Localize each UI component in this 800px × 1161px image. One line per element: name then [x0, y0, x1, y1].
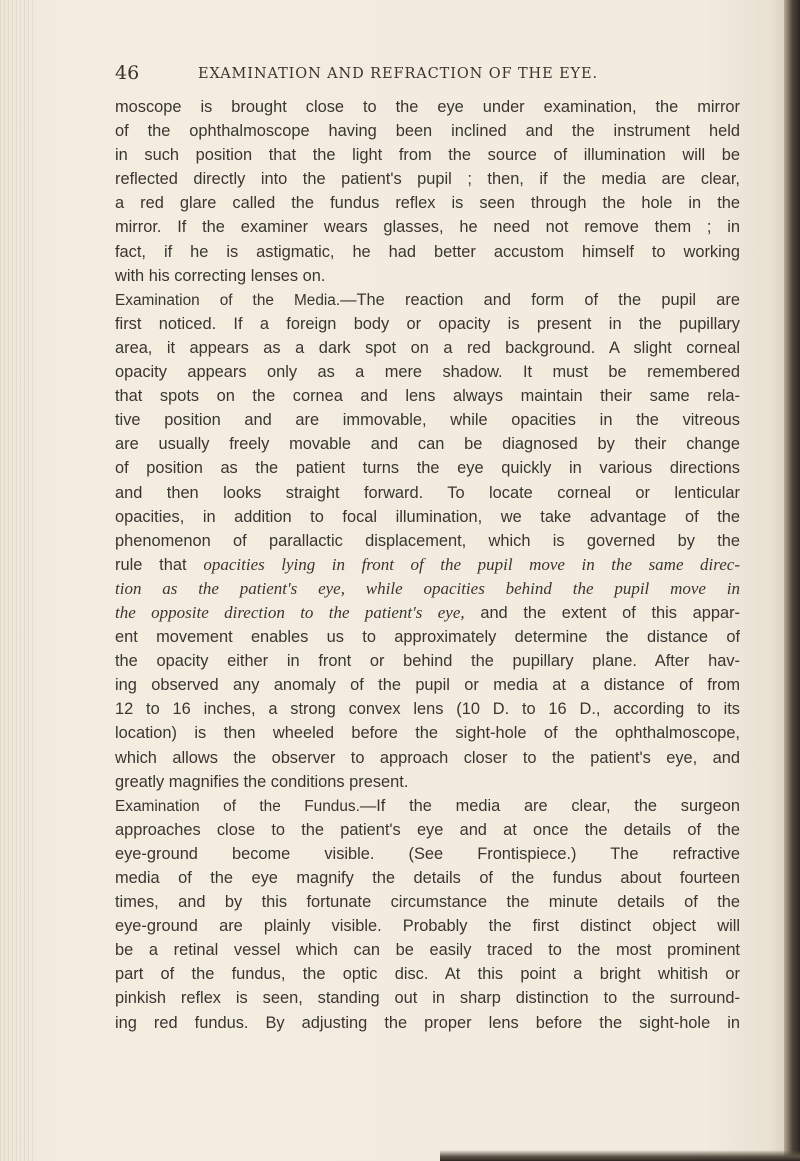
text-run: that spots on the cornea and lens always maintain their same rela-: [115, 387, 740, 406]
text-run: are usually freely movable and can be diagnosed by their change: [115, 435, 740, 454]
text-line: [115, 1011, 740, 1035]
text-line: [115, 360, 740, 384]
text-line: [115, 625, 740, 649]
section-heading: Examination of the Fundus.: [115, 797, 360, 815]
text-line: [115, 119, 740, 143]
text-line: [115, 577, 740, 601]
text-run: eye-ground become visible. (See Frontispiece.) The refractive: [115, 844, 740, 863]
text-line: [115, 866, 740, 890]
running-head: EXAMINATION AND REFRACTION OF THE EYE.: [198, 66, 599, 82]
text-line: [115, 143, 740, 167]
text-run: approaches close to the patient's eye and at once the details of the: [115, 820, 740, 839]
text-run: eye-ground are plainly visible. Probably the first distinct object will: [115, 917, 740, 936]
text-run: fact, if he is astigmatic, he had better accustom himself to working: [115, 242, 740, 261]
text-run: area, it appears as a dark spot on a red background. A slight corneal: [115, 338, 740, 357]
text-run: pinkish reflex is seen, standing out in sharp distinction to the surround-: [115, 989, 740, 1008]
text-line: [115, 553, 740, 577]
text-run: mirror. If the examiner wears glasses, he need not remove them ; in: [115, 218, 740, 237]
text-run: of the ophthalmoscope having been inclined and the instrument held: [115, 122, 740, 141]
text-run: opacities, in addition to focal illumination, we take advantage of the: [115, 507, 740, 526]
text-run: with his correcting lenses on.: [115, 266, 326, 285]
italic-text: opacities lying in front of the pupil move in the same direc-: [203, 554, 740, 574]
text-line: [115, 481, 740, 505]
text-line: [115, 167, 740, 191]
text-run: reflected directly into the patient's pupil ; then, if the media are clear,: [115, 170, 740, 189]
text-run: ent movement enables us to approximately determine the distance of: [115, 628, 740, 647]
text-run: of position as the patient turns the eye quickly in various directions: [115, 459, 740, 478]
text-line: [115, 794, 740, 818]
text-run: 12 to 16 inches, a strong convex lens (10 D. to 16 D., according to its: [115, 700, 740, 719]
text-run: which allows the observer to approach closer to the patient's eye, and: [115, 748, 740, 767]
text-run: tive position and are immovable, while opacities in the vitreous: [115, 411, 740, 430]
text-line: [115, 505, 740, 529]
text-line: [115, 264, 740, 288]
text-run: a red glare called the fundus reflex is seen through the hole in the: [115, 194, 740, 213]
text-run: the opacity either in front or behind the pupillary plane. After hav-: [115, 652, 740, 671]
page-number: 46: [115, 62, 140, 84]
text-run: phenomenon of parallactic displacement, which is governed by the: [115, 531, 740, 550]
text-line: [115, 215, 740, 239]
text-line: [115, 191, 740, 215]
text-run: part of the fundus, the optic disc. At this point a bright whitish or: [115, 965, 740, 984]
text-run: ing red fundus. By adjusting the proper lens before the sight-hole in: [115, 1013, 740, 1032]
text-line: [115, 986, 740, 1010]
text-line: [115, 456, 740, 480]
text-line: [115, 890, 740, 914]
text-run: location) is then wheeled before the sight-hole of the ophthalmoscope,: [115, 724, 740, 743]
text-line: [115, 938, 740, 962]
text-line: [115, 408, 740, 432]
text-line: [115, 432, 740, 456]
text-line: [115, 673, 740, 697]
text-line: [115, 818, 740, 842]
text-line: [115, 746, 740, 770]
italic-text: tion as the patient's eye, while opacities behind the pupil move in: [115, 578, 740, 598]
text-run: —If the media are clear, the surgeon: [359, 796, 740, 815]
text-line: [115, 384, 740, 408]
text-line: [115, 240, 740, 264]
page-edge-shadow: [440, 1150, 800, 1161]
text-run: opacity appears only as a mere shadow. It must be remembered: [115, 363, 740, 382]
text-line: [115, 842, 740, 866]
section-heading: Examination of the Media.: [115, 291, 341, 309]
text-line: [115, 312, 740, 336]
text-line: [115, 770, 740, 794]
text-run: and then looks straight forward. To locate corneal or lenticular: [115, 483, 740, 502]
text-line: [115, 914, 740, 938]
italic-text: the opposite direction to the patient's eye,: [115, 602, 465, 622]
text-run: and the extent of this appar-: [464, 603, 740, 622]
text-run: media of the eye magnify the details of the fundus about fourteen: [115, 869, 740, 887]
text-line: [115, 529, 740, 553]
page-header: [115, 62, 735, 86]
text-line: [115, 697, 740, 721]
binding-shadow-left: [0, 0, 34, 1161]
body-text: [115, 95, 740, 1035]
text-line: [115, 95, 740, 119]
text-line: [115, 336, 740, 360]
binding-shadow-right: [784, 0, 800, 1161]
text-line: [115, 649, 740, 673]
text-run: ing observed any anomaly of the pupil or media at a distance of from: [115, 676, 740, 695]
text-run: be a retinal vessel which can be easily traced to the most prominent: [115, 941, 740, 960]
text-run: times, and by this fortunate circumstance the minute details of the: [115, 893, 740, 912]
text-line: [115, 962, 740, 986]
text-run: moscope is brought close to the eye under examination, the mirror: [115, 98, 740, 116]
text-line: [115, 721, 740, 745]
text-run: rule that: [115, 555, 204, 574]
text-run: greatly magnifies the conditions present.: [115, 772, 409, 791]
text-run: —The reaction and form of the pupil are: [340, 290, 740, 309]
text-run: first noticed. If a foreign body or opacity is present in the pupillary: [115, 314, 740, 333]
text-line: [115, 288, 740, 312]
text-line: [115, 601, 740, 625]
text-run: in such position that the light from the source of illumination will be: [115, 146, 740, 165]
